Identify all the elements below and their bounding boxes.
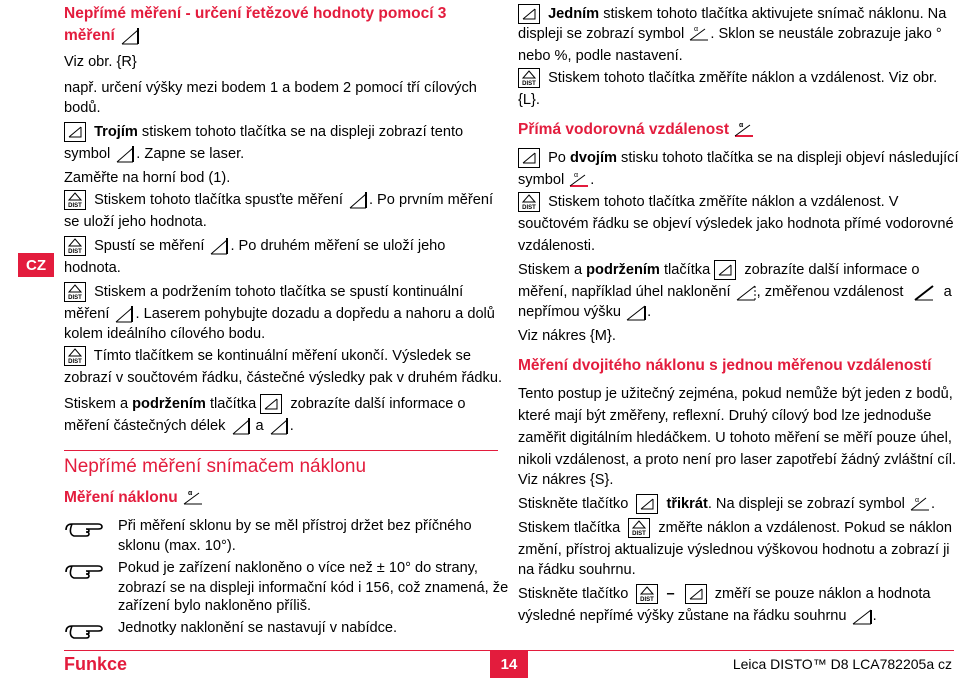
para-measure-tilt <box>518 68 937 88</box>
dist-key-icon <box>64 190 86 210</box>
bold-word: dvojím <box>569 150 617 166</box>
svg-text:α: α <box>574 172 579 180</box>
subsection-title <box>64 488 204 508</box>
text: stiskem tohoto tlačítka aktivujete snímač náklonu. Na <box>599 6 947 22</box>
text: Stiskem tohoto tlačítka změříte náklon a vzdálenost. Viz obr. <box>548 70 938 86</box>
double-tilt-icon <box>909 494 931 514</box>
note-2: Pokud je zařízení nakloněno o více než ± 10° do strany, <box>118 560 478 576</box>
partial-2-icon <box>268 416 290 436</box>
chain-height-icon <box>119 26 141 46</box>
text: a <box>251 418 268 434</box>
text: . Laserem pohybujte dozadu a dopředu a nahoru a dolů <box>135 306 495 322</box>
text: . <box>590 172 595 188</box>
text: kolem ideálního cílového bodu. <box>64 326 266 342</box>
para-triple <box>518 494 935 514</box>
horizontal-distance-icon <box>733 120 755 140</box>
text: součtovém řádku se objeví výsledek jako hodnota přímé vodorovné <box>518 216 954 232</box>
text: měření <box>64 306 110 322</box>
tilt-icon <box>688 24 710 44</box>
text: . <box>647 304 652 320</box>
text: displeji se zobrazí symbol <box>518 26 685 42</box>
para-tilt-only <box>518 584 931 604</box>
text: Tímto tlačítkem se kontinuální měření ukončí. Výsledek se <box>93 348 471 364</box>
para-partial <box>64 416 294 436</box>
note-1: Při měření sklonu by se měl přístroj držet bez příčného <box>118 518 472 534</box>
see-drawing: Viz nákres {S}. <box>518 472 614 488</box>
svg-text:DIST: DIST <box>68 249 82 256</box>
note-2c: zařízení bylo nakloněno příliš. <box>118 598 312 614</box>
text: měření, například úhel naklonění <box>518 284 731 300</box>
text: zobrazíte další informace o <box>286 396 466 412</box>
dist-key-icon <box>636 584 658 604</box>
para-tilt-activate <box>518 4 946 24</box>
svg-text:α: α <box>188 490 193 497</box>
text: stiskem tohoto tlačítka se na displeji zobrazí tento <box>137 124 464 140</box>
pointing-hand-icon <box>64 620 106 642</box>
dash: – <box>666 586 675 602</box>
text: výsledné nepřímé výšky zůstane na řádku souhrnu <box>518 608 847 624</box>
heading-text: Přímá vodorovná vzdálenost <box>518 121 730 139</box>
page-number: 14 <box>490 650 528 678</box>
function-key-icon <box>518 148 540 168</box>
para-measure-tilt2 <box>518 518 952 538</box>
text: změní, přístroj aktualizuje výslednou výškovou hodnotu a zobrazí ji <box>518 542 950 558</box>
dist-key-icon <box>628 518 650 538</box>
para-triple-press <box>64 122 463 142</box>
text: . <box>872 608 877 624</box>
see-figure: Viz obr. {R} <box>64 54 137 70</box>
text: . Po druhém měření se uloží jeho <box>230 238 446 254</box>
bold-word: podržením <box>586 262 660 278</box>
text: Po <box>548 150 570 166</box>
para-continuous-2 <box>64 304 495 324</box>
para-stop <box>64 346 471 366</box>
para-details <box>518 282 952 302</box>
note-2b: zobrazí se na displeji informační kód i 156, což znamená, že <box>118 580 509 596</box>
svg-text:α: α <box>694 26 699 34</box>
section-rule <box>64 450 498 451</box>
partial-1-icon <box>230 416 252 436</box>
see-drawing: Viz nákres {M}. <box>518 328 616 344</box>
para-second-measure <box>64 236 445 256</box>
chain-height-icon <box>347 190 369 210</box>
para-height <box>518 302 651 322</box>
text: . Sklon se neustále zobrazuje jako ° <box>710 26 942 42</box>
para-display-symbol <box>518 24 942 44</box>
footer-section: Funkce <box>64 654 128 674</box>
text: měření částečných délek <box>64 418 226 434</box>
para-result <box>518 606 877 626</box>
para-hold <box>64 394 466 414</box>
text: které mají být změřeny, reflexní. Druhý cílový bod lze jednoduše <box>518 408 932 424</box>
text: . <box>289 418 294 434</box>
text: Stiskněte tlačítko <box>518 496 629 512</box>
text: se uloží jeho hodnota. <box>64 214 207 230</box>
svg-text:DIST: DIST <box>522 205 536 212</box>
text: nebo %, podle nastavení. <box>518 48 683 64</box>
dist-key-icon <box>64 236 86 256</box>
text: a <box>943 284 952 300</box>
heading-text: měření <box>64 27 115 45</box>
heading-text: Měření náklonu <box>64 489 178 507</box>
text: symbol <box>518 172 565 188</box>
svg-text:DIST: DIST <box>632 531 647 538</box>
svg-text:α: α <box>915 497 920 505</box>
text: nikoli vzdálenost, a proto není pro laser zapotřebí žádný zvláštní cíl. <box>518 452 957 468</box>
text: hodnota. <box>64 260 121 276</box>
text: změřte náklon a vzdálenost. Pokud se náklon <box>658 520 952 536</box>
language-tab: CZ <box>18 253 54 277</box>
tilt-angle-icon <box>735 282 757 302</box>
dist-key-icon <box>64 346 86 366</box>
heading-double-tilt: Měření dvojitého náklonu s jednou měřenou vzdáleností <box>518 357 932 374</box>
note-1b: sklonu (max. 10°). <box>118 538 236 554</box>
function-key-icon <box>714 260 736 280</box>
example-line2: bodů. <box>64 100 101 116</box>
text: . Na displeji se zobrazí symbol <box>707 496 905 512</box>
text: Stiskem tohoto tlačítka spusťte měření <box>94 192 343 208</box>
function-key-icon <box>64 122 86 142</box>
bold-word: Trojím <box>94 124 138 140</box>
svg-text:DIST: DIST <box>68 203 82 210</box>
function-key-icon <box>685 584 707 604</box>
text: , změřenou vzdálenost <box>756 284 904 300</box>
text: Stiskem tlačítka <box>518 520 621 536</box>
pointing-hand-icon <box>64 560 106 582</box>
text: Spustí se měření <box>94 238 205 254</box>
text: nepřímou výšku <box>518 304 622 320</box>
text: vzdálenosti. <box>518 238 596 254</box>
para-measure-horiz <box>518 192 898 212</box>
dist-key-icon <box>518 68 540 88</box>
chain-height-icon <box>113 304 135 324</box>
function-key-icon <box>518 4 540 24</box>
text: na řádku souhrnu. <box>518 562 636 578</box>
chain-height-icon <box>114 144 136 164</box>
tilt-icon <box>182 488 204 508</box>
side-tab <box>0 0 54 685</box>
text: tlačítka <box>659 262 711 278</box>
indirect-height-icon <box>625 302 647 322</box>
function-key-icon <box>636 494 658 514</box>
para-symbol <box>518 170 594 190</box>
text: Stiskněte tlačítko <box>518 586 629 602</box>
text: Stiskem a <box>518 262 587 278</box>
bold-word: podržením <box>132 396 206 412</box>
text: zaměřit digitálním hledáčkem. U tohoto měření se měří pouze úhel, <box>518 430 952 446</box>
para-double-press <box>518 148 959 168</box>
text: . Po prvním měření <box>368 192 494 208</box>
svg-text:DIST: DIST <box>68 295 82 302</box>
dist-key-icon <box>64 282 86 302</box>
pointing-hand-icon <box>64 518 106 540</box>
text: {L}. <box>518 92 540 108</box>
para-symbol-line <box>64 144 244 164</box>
bold-word: Jedním <box>548 6 600 22</box>
text: Stiskem a podržením tohoto tlačítka se spustí kontinuální <box>94 284 464 300</box>
text: Tento postup je užitečný zejména, pokud nemůže být jeden z bodů, <box>518 386 953 402</box>
function-key-icon <box>260 394 282 414</box>
heading-direct-horizontal <box>518 120 755 140</box>
text: zobrazí v součtovém řádku, částečné výsledky pak v druhém řádku. <box>64 370 503 386</box>
svg-text:DIST: DIST <box>640 597 655 604</box>
bold-word: třikrát <box>666 496 708 512</box>
text: Stiskem tohoto tlačítka změříte náklon a vzdálenost. V <box>548 194 899 210</box>
section-title: Nepřímé měření snímačem náklonu <box>64 456 367 477</box>
aim-top: Zaměřte na horní bod (1). <box>64 170 231 186</box>
footer-product: Leica DISTO™ D8 LCA782205a cz <box>732 656 952 672</box>
indirect-height-icon <box>851 606 873 626</box>
heading-chain-title-line2 <box>64 26 141 46</box>
example-line1: např. určení výšky mezi bodem 1 a bodem 2 pomocí tří cílových <box>64 80 477 96</box>
chain-height-icon <box>208 236 230 256</box>
slope-distance-icon <box>908 282 940 302</box>
para-start-measure <box>64 190 493 210</box>
text: tlačítka <box>205 396 257 412</box>
heading-chain-title: Nepřímé měření - určení řetězové hodnoty pomocí 3 <box>64 5 447 22</box>
svg-text:DIST: DIST <box>68 359 82 366</box>
dist-key-icon <box>518 192 540 212</box>
para-continuous <box>64 282 463 302</box>
para-hold-info <box>518 260 920 280</box>
note-3: Jednotky naklonění se nastavují v nabídce. <box>118 620 398 636</box>
text: změří se pouze náklon a hodnota <box>714 586 931 602</box>
svg-text:α: α <box>739 122 744 129</box>
svg-text:DIST: DIST <box>522 81 536 88</box>
text: stisku tohoto tlačítka se na displeji objeví následující <box>617 150 959 166</box>
text: Stiskem a <box>64 396 133 412</box>
text: zobrazíte další informace o <box>744 262 920 278</box>
text: symbol <box>64 146 111 162</box>
text: . <box>931 496 936 512</box>
horizontal-distance-icon <box>568 170 590 190</box>
text: . Zapne se laser. <box>136 146 245 162</box>
